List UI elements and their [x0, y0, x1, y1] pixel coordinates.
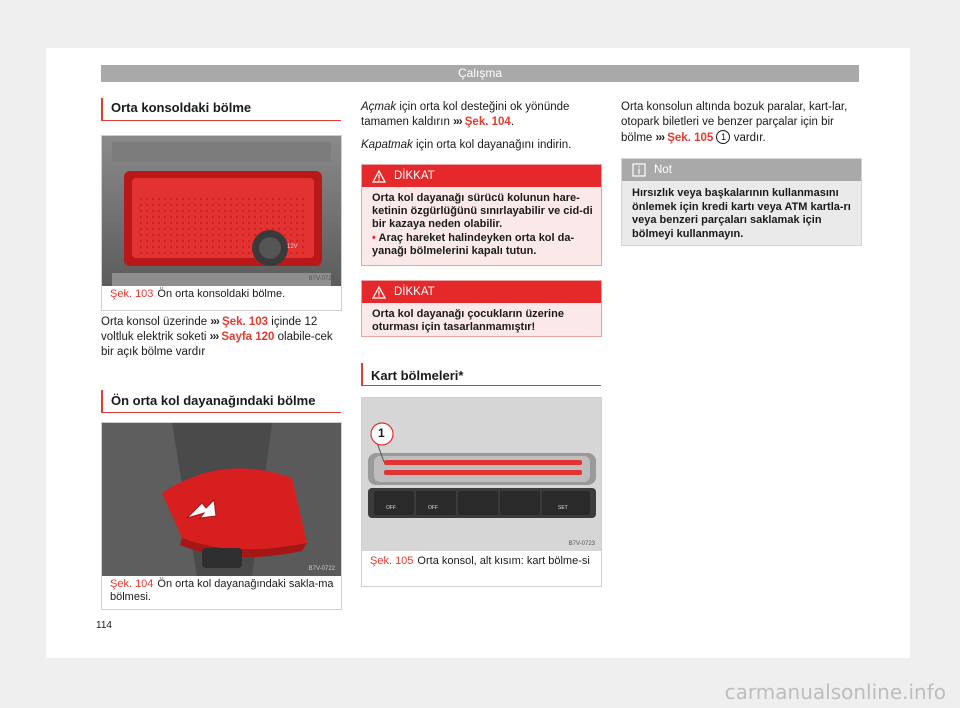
warning-triangle-icon: [372, 169, 386, 191]
warning-box-1: [361, 164, 602, 266]
chevron-icon: ›››: [655, 132, 665, 144]
figure-ref: Şek. 104: [110, 578, 154, 590]
section-rule: [361, 385, 601, 386]
text: Kapatmak: [361, 139, 413, 151]
warning-bullet-line: [372, 232, 593, 258]
caption-text: Orta konsol, alt kısım: kart bölme-si: [417, 555, 590, 567]
text: vardır.: [733, 132, 766, 144]
text: olabile-cek bir açık bölme vardır: [101, 331, 333, 358]
text: Açmak: [361, 101, 397, 113]
text: için orta kol dayanağını indirin.: [415, 139, 572, 151]
figure-code: B7V-0722: [308, 566, 335, 572]
paragraph-close: [361, 138, 601, 153]
note-header: [622, 159, 861, 181]
figure-code: B7V-0721: [308, 276, 335, 282]
warning-line: Araç hareket halindeyken orta kol da-yanağı bölmelerini kapalı tutun.: [372, 232, 575, 257]
text: için orta kol desteğini ok yönünde tamamen kaldırın: [361, 101, 570, 128]
warning-label: DİKKAT: [394, 286, 435, 298]
page-header: [101, 65, 859, 82]
caption-104: [110, 578, 335, 604]
watermark: carmanualsonline.info: [724, 680, 946, 704]
text: .: [510, 116, 515, 128]
chevron-icon: ›››: [209, 331, 219, 343]
callout-1: 1: [378, 426, 385, 440]
bullet-icon: •: [372, 232, 376, 244]
caption-text: Ön orta kol dayanağındaki sakla-ma bölmesi.: [110, 578, 334, 603]
section-marker: [101, 390, 103, 412]
page-number: 114: [96, 620, 112, 631]
note-text: Hırsızlık veya başkalarının kullanmasını önlemek için kredi kartı veya ATM kartla-rı veya benzeri parçaları saklamak için bölmeyi kullanmayın.: [632, 187, 851, 240]
warning-box-2: [361, 280, 602, 337]
warning-header: [362, 281, 601, 303]
section-title-armrest: Ön orta kol dayanağındaki bölme: [111, 393, 316, 408]
figure-link[interactable]: Şek. 105: [667, 132, 714, 144]
armrest-photo: [102, 423, 341, 576]
section-rule: [101, 120, 341, 121]
section-marker: [361, 363, 363, 385]
figure-code: B7V-0723: [568, 541, 595, 547]
warning-line: Orta kol dayanağı sürücü kolunun hare-ketinin özgürlüğünü sınırlayabilir ve cid-di bir kazaya neden olabilir.: [372, 192, 593, 230]
section-rule: [101, 412, 341, 413]
chevron-icon: ›››: [210, 316, 219, 328]
header-title: Çalışma: [457, 66, 502, 80]
note-box: [621, 158, 862, 246]
text: Orta konsolun altında bozuk paralar, kart-lar, otopark biletleri ve benzer parçalar için bir bölme: [621, 101, 848, 144]
chevron-icon: ›››: [453, 116, 462, 128]
figure-ref: Şek. 103: [110, 288, 154, 300]
socket-label: 12V: [287, 244, 298, 250]
button-label-off-2: OFF: [428, 505, 438, 511]
button-label-off-1: OFF: [386, 505, 396, 511]
figure-103: [101, 135, 342, 311]
note-label: Not: [654, 164, 672, 176]
warning-header: [362, 165, 601, 187]
section-title-cards: Kart bölmeleri*: [371, 368, 464, 383]
warning-label: DİKKAT: [394, 170, 435, 182]
section-marker: [101, 98, 103, 120]
warning-text: Orta kol dayanağı çocukların üzerine oturması için tasarlanmamıştır!: [372, 308, 564, 333]
paragraph-console: [101, 315, 341, 360]
card-slot-photo: [362, 398, 601, 551]
caption-text: Ön orta konsoldaki bölme.: [157, 288, 286, 300]
callout-number: 1: [716, 130, 730, 144]
paragraph-coins: [621, 100, 861, 146]
caption-103: [110, 288, 335, 301]
button-label-set: SET: [558, 505, 568, 511]
info-icon: [632, 163, 646, 185]
figure-link[interactable]: Şek. 104: [464, 116, 511, 128]
caption-105: [370, 555, 595, 568]
section-title-console: Orta konsoldaki bölme: [111, 100, 252, 115]
warning-text: [372, 192, 593, 258]
console-photo: [102, 136, 341, 286]
figure-ref: Şek. 105: [370, 555, 414, 567]
paragraph-open: [361, 100, 601, 130]
page-link[interactable]: Sayfa 120: [221, 331, 275, 343]
text: Orta konsol üzerinde: [101, 316, 208, 328]
warning-triangle-icon: [372, 285, 386, 307]
figure-link[interactable]: Şek. 103: [222, 316, 269, 328]
text: içinde 12 voltluk elektrik soketi: [101, 316, 318, 343]
